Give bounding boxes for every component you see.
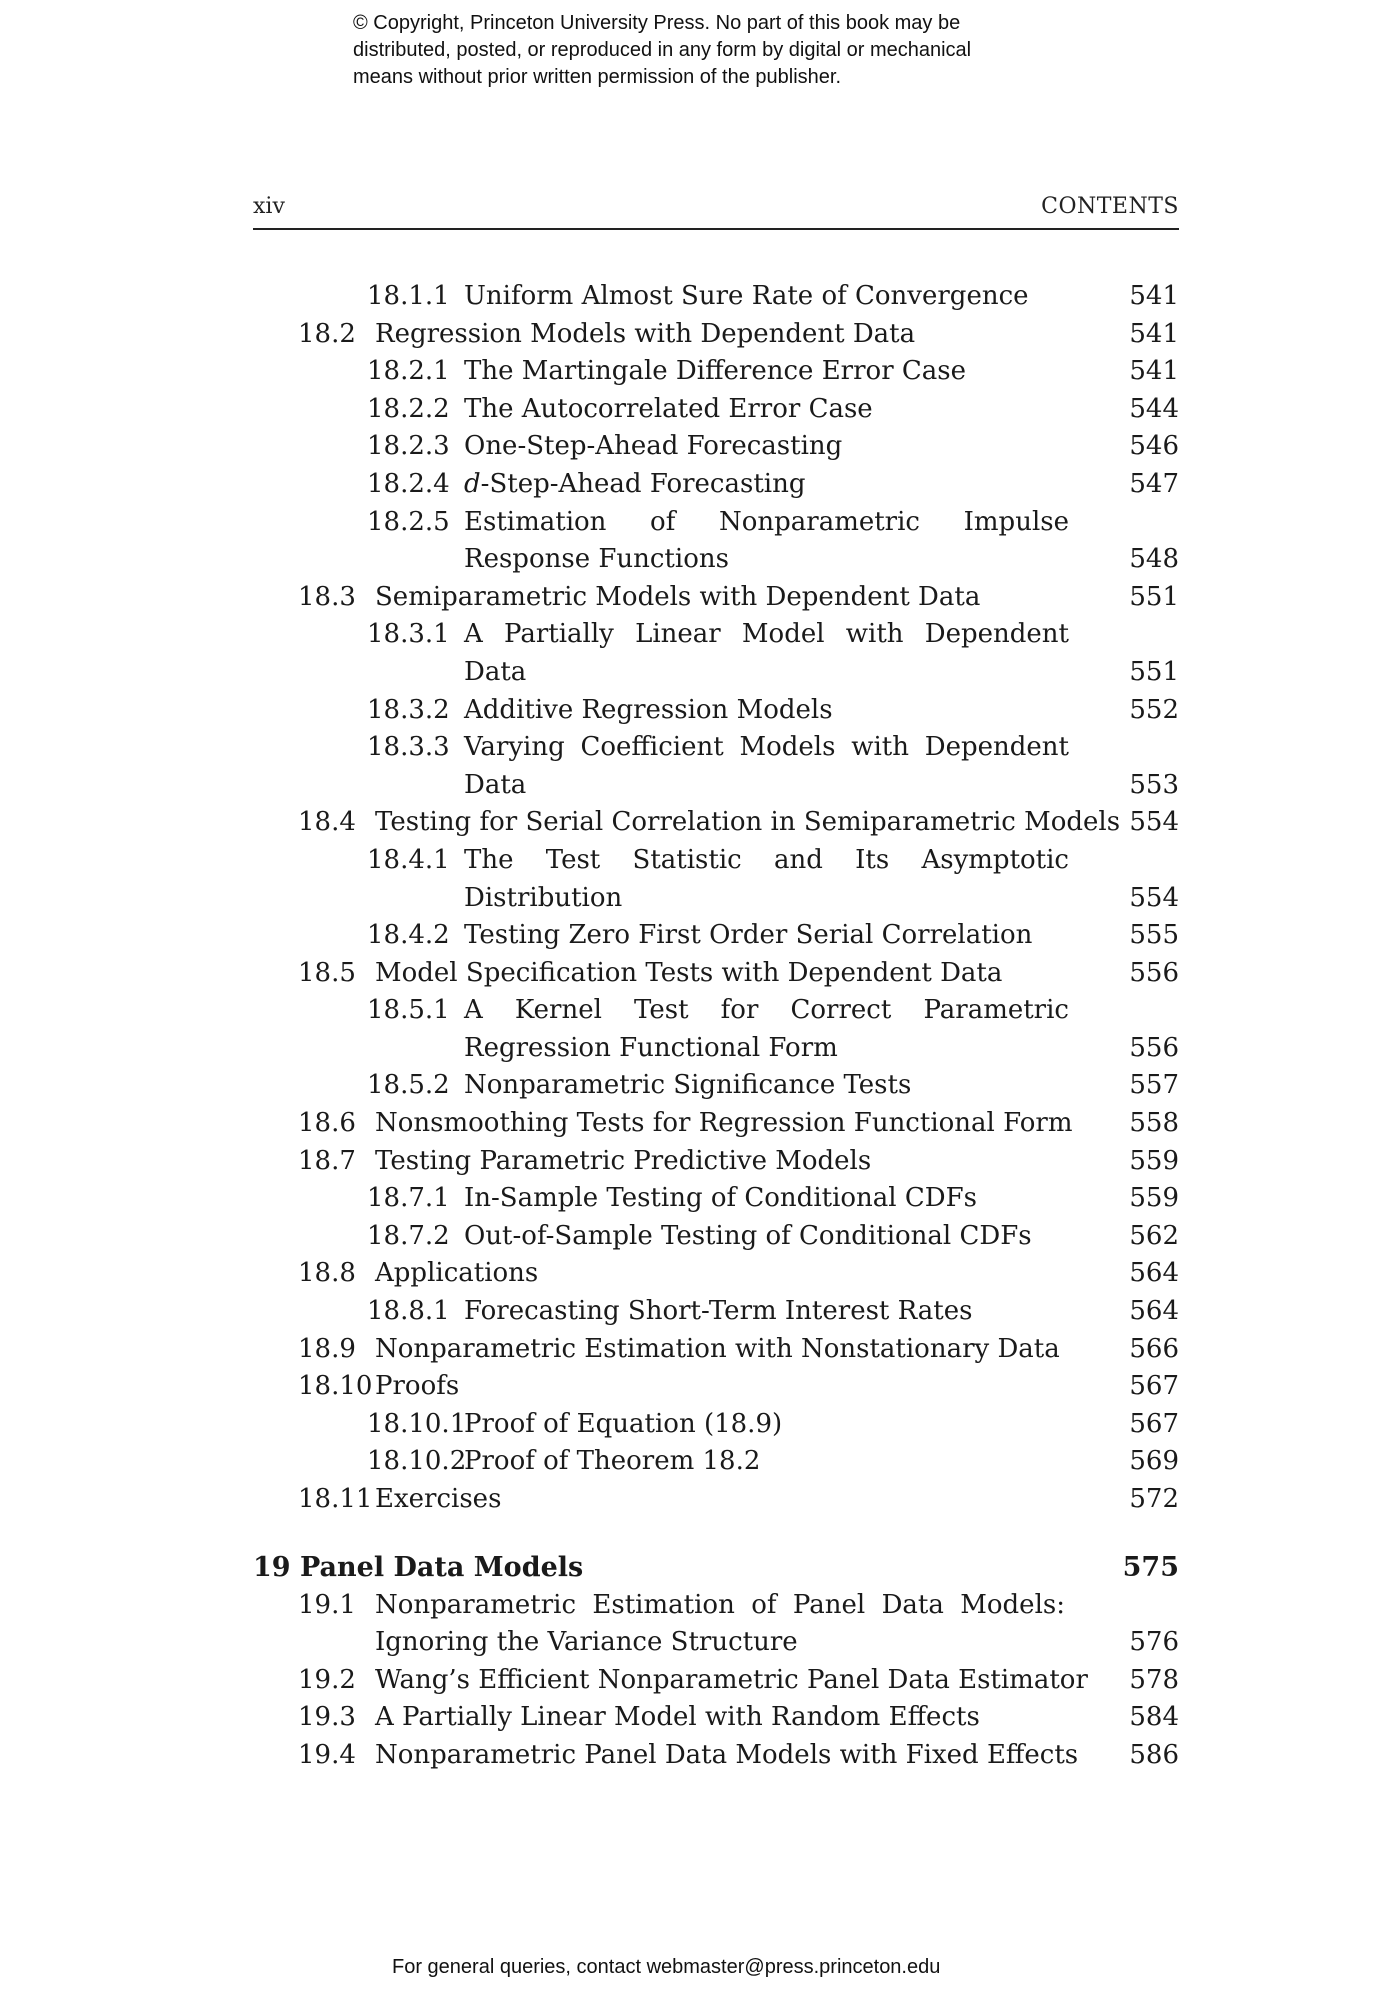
toc-entry[interactable]	[253, 1662, 1179, 1700]
toc-entry-title: Out-of-Sample Testing of Conditional CDFs	[464, 1220, 1032, 1251]
toc-entry-page: 564	[1129, 1258, 1179, 1289]
toc-entry-page: 558	[1129, 1108, 1179, 1139]
toc-entry-number: 19.4	[298, 1739, 356, 1770]
toc-entry-number: 18.2	[298, 318, 356, 349]
toc-entry-number: 18.5.1	[367, 995, 450, 1026]
toc-entry[interactable]	[253, 353, 1179, 391]
toc-entry-page: 556	[1129, 957, 1179, 988]
toc-entry[interactable]	[253, 1587, 1179, 1662]
toc-entry-number: 18.2.3	[367, 431, 450, 462]
toc-entry-number: 18.9	[298, 1333, 356, 1364]
toc-entry-title: A Kernel Test for Correct Parametric Regression Functional Form	[464, 995, 1069, 1063]
toc-entry[interactable]	[253, 1699, 1179, 1737]
toc-entry[interactable]	[253, 729, 1179, 804]
toc-entry-title: Testing for Serial Correlation in Semiparametric Models	[375, 807, 1121, 838]
toc-entry[interactable]	[253, 1180, 1179, 1218]
toc-entry-page: 541	[1129, 281, 1179, 311]
toc-entry-page: 547	[1129, 468, 1179, 499]
toc-entry-title: Varying Coefficient Models with Dependent Data	[464, 732, 1069, 800]
toc-entry-number: 19.1	[298, 1589, 356, 1620]
toc-entry[interactable]	[253, 316, 1179, 354]
toc-entry-number: 18.2.5	[367, 506, 450, 537]
toc-entry[interactable]	[253, 1737, 1179, 1775]
copyright-line: © Copyright, Princeton University Press. No part of this book may be	[353, 12, 961, 34]
toc-entry-number: 18.3.2	[367, 694, 450, 725]
toc-entry-page: 551	[1129, 656, 1179, 687]
toc-entry[interactable]	[253, 1067, 1179, 1105]
toc-entry-title: Forecasting Short-Term Interest Rates	[464, 1296, 973, 1327]
toc-entry[interactable]	[253, 616, 1179, 691]
toc-entry-number: 18.5	[298, 957, 356, 988]
toc-chapter-18-entries	[253, 278, 1179, 1519]
toc-entry-title: Estimation of Nonparametric Impulse Response Functions	[464, 506, 1069, 575]
toc-entry-number: 18.3	[298, 581, 356, 612]
toc-chapter-19-entries	[253, 1587, 1179, 1775]
toc-entry-page: 586	[1129, 1739, 1179, 1770]
toc-entry[interactable]	[253, 1368, 1179, 1406]
toc-entry[interactable]	[253, 504, 1179, 579]
copyright-notice	[353, 10, 1153, 91]
toc-entry-title: Applications	[375, 1258, 539, 1289]
toc-entry-number: 18.2.1	[367, 356, 450, 387]
toc-entry-number: 19.2	[298, 1664, 356, 1695]
toc-entry-page: 556	[1129, 1032, 1179, 1063]
copyright-line: means without prior written permission of the publisher.	[353, 66, 842, 88]
page-number: xiv	[253, 194, 285, 219]
toc-entry-title: The Autocorrelated Error Case	[464, 393, 873, 424]
toc-entry-page: 562	[1129, 1220, 1179, 1251]
toc-entry-number: 18.11	[298, 1484, 373, 1514]
toc-entry[interactable]	[253, 391, 1179, 429]
toc-entry[interactable]	[253, 1255, 1179, 1293]
toc-entry-title	[464, 466, 1069, 504]
toc-entry-title: The Martingale Difference Error Case	[464, 356, 967, 387]
toc-entry-page: 572	[1129, 1484, 1179, 1514]
toc-entry-number: 18.2.4	[367, 468, 450, 499]
toc-entry-number: 18.4	[298, 807, 356, 838]
toc-entry-page: 544	[1129, 393, 1179, 424]
toc-entry-title: Additive Regression Models	[464, 694, 833, 725]
toc-entry[interactable]	[253, 278, 1179, 316]
toc-entry-page: 569	[1129, 1446, 1179, 1477]
footer-contact: For general queries, contact webmaster@press.princeton.edu	[392, 1956, 941, 1978]
toc-entry[interactable]	[253, 1443, 1179, 1481]
toc-entry-page: 559	[1129, 1183, 1179, 1214]
toc-entry-page: 567	[1129, 1371, 1179, 1402]
toc-entry-number: 18.7	[298, 1145, 356, 1176]
toc-entry-page: 554	[1129, 882, 1179, 913]
toc-entry-title: Model Specification Tests with Dependent Data	[375, 957, 1003, 988]
toc-entry-number: 18.10	[298, 1371, 373, 1402]
toc-entry-title-rest: -Step-Ahead Forecasting	[480, 468, 806, 499]
toc-entry-page: 551	[1129, 581, 1179, 612]
toc-entry-number: 18.4.1	[367, 844, 450, 875]
toc-entry-page: 555	[1129, 920, 1179, 951]
running-head	[253, 190, 1179, 230]
toc-entry-number: 18.7.2	[367, 1220, 450, 1251]
copyright-line: distributed, posted, or reproduced in any form by digital or mechanical	[353, 39, 972, 61]
toc-entry-title: The Test Statistic and Its Asymptotic Distribution	[464, 844, 1069, 913]
toc-entry-page: 566	[1129, 1333, 1179, 1364]
toc-entry-title: Nonparametric Panel Data Models with Fixed Effects	[375, 1739, 1079, 1770]
toc-entry-number: 18.5.2	[367, 1070, 450, 1101]
toc-entry-number: 18.10.1	[367, 1408, 467, 1439]
toc-entry-page: 554	[1129, 807, 1179, 838]
toc-entry[interactable]	[253, 1406, 1179, 1444]
toc-entry[interactable]	[253, 692, 1179, 730]
toc-entry-title: A Partially Linear Model with Dependent Data	[464, 619, 1069, 687]
toc-entry[interactable]	[253, 428, 1179, 466]
toc-entry-number: 18.10.2	[367, 1446, 467, 1477]
toc-entry-title: A Partially Linear Model with Random Effects	[375, 1702, 980, 1733]
toc-entry-page: 576	[1129, 1627, 1179, 1658]
toc-entry-page: 557	[1129, 1070, 1179, 1101]
toc-entry-number: 18.3.1	[367, 619, 450, 650]
toc-entry[interactable]	[253, 917, 1179, 955]
toc-entry-title: Uniform Almost Sure Rate of Convergence	[464, 281, 1029, 311]
toc-entry-title: One-Step-Ahead Forecasting	[464, 431, 843, 462]
toc-entry[interactable]	[253, 955, 1179, 993]
toc-entry-title: Nonsmoothing Tests for Regression Functional Form	[375, 1108, 1073, 1139]
toc-entry-title: Proof of Equation (18.9)	[464, 1408, 783, 1439]
toc-entry[interactable]	[253, 1331, 1179, 1369]
toc-entry-number: 19.3	[298, 1702, 356, 1733]
toc-entry-number: 18.3.3	[367, 732, 450, 763]
toc-entry-number: 18.6	[298, 1108, 356, 1139]
toc-entry-number: 18.8.1	[367, 1296, 450, 1327]
toc-entry-page: 553	[1129, 769, 1179, 800]
toc-entry-title: Regression Models with Dependent Data	[375, 318, 916, 349]
toc-entry[interactable]	[253, 466, 1179, 504]
toc-entry-number: 18.1.1	[367, 281, 450, 311]
toc-entry-page: 578	[1129, 1664, 1179, 1695]
toc-entry-number: 18.7.1	[367, 1183, 450, 1214]
page-title: CONTENTS	[1041, 194, 1179, 219]
toc-entry-page: 541	[1129, 356, 1179, 387]
toc-entry[interactable]	[253, 1481, 1179, 1519]
toc-entry-title: Nonparametric Estimation with Nonstationary Data	[375, 1333, 1060, 1364]
chapter-number: 19	[253, 1551, 291, 1583]
toc-chapter-heading[interactable]	[253, 1549, 1179, 1587]
toc-entry[interactable]	[253, 804, 1179, 842]
toc-entry[interactable]	[253, 1293, 1179, 1331]
toc-entry-title: Proof of Theorem 18.2	[464, 1446, 761, 1477]
toc-entry-title: Testing Parametric Predictive Models	[375, 1145, 872, 1176]
toc-entry-title: In-Sample Testing of Conditional CDFs	[464, 1183, 978, 1214]
table-of-contents	[253, 278, 1179, 1775]
toc-entry-page: 546	[1129, 431, 1179, 462]
toc-entry-title: Nonparametric Estimation of Panel Data Models: Ignoring the Variance Structure	[375, 1589, 1065, 1658]
toc-entry-title: Proofs	[375, 1371, 460, 1402]
toc-entry[interactable]	[253, 992, 1179, 1067]
chapter-page: 575	[1122, 1551, 1179, 1583]
toc-entry-number: 18.8	[298, 1258, 356, 1289]
toc-entry-page: 548	[1129, 544, 1179, 575]
toc-entry-number: 18.4.2	[367, 920, 450, 951]
chapter-title: Panel Data Models	[299, 1551, 584, 1583]
toc-entry-number: 18.2.2	[367, 393, 450, 424]
toc-entry[interactable]	[253, 1143, 1179, 1181]
toc-entry-page: 564	[1129, 1296, 1179, 1327]
toc-entry-page: 541	[1129, 318, 1179, 349]
toc-entry-title: Testing Zero First Order Serial Correlation	[464, 920, 1033, 951]
toc-entry[interactable]	[253, 1218, 1179, 1256]
toc-entry[interactable]	[253, 842, 1179, 917]
toc-entry-title-italic: d	[464, 468, 481, 499]
toc-entry-page: 552	[1129, 694, 1179, 725]
toc-entry-title: Wang’s Efficient Nonparametric Panel Data Estimator	[375, 1664, 1088, 1695]
toc-entry-page: 584	[1129, 1702, 1179, 1733]
toc-entry-title: Semiparametric Models with Dependent Data	[375, 581, 981, 612]
toc-entry-title: Nonparametric Significance Tests	[464, 1070, 912, 1101]
toc-entry[interactable]	[253, 1105, 1179, 1143]
chapter-gap	[253, 1519, 1179, 1549]
toc-entry-page: 567	[1129, 1408, 1179, 1439]
toc-entry-page: 559	[1129, 1145, 1179, 1176]
toc-entry-title: Exercises	[375, 1484, 502, 1514]
toc-entry[interactable]	[253, 579, 1179, 617]
